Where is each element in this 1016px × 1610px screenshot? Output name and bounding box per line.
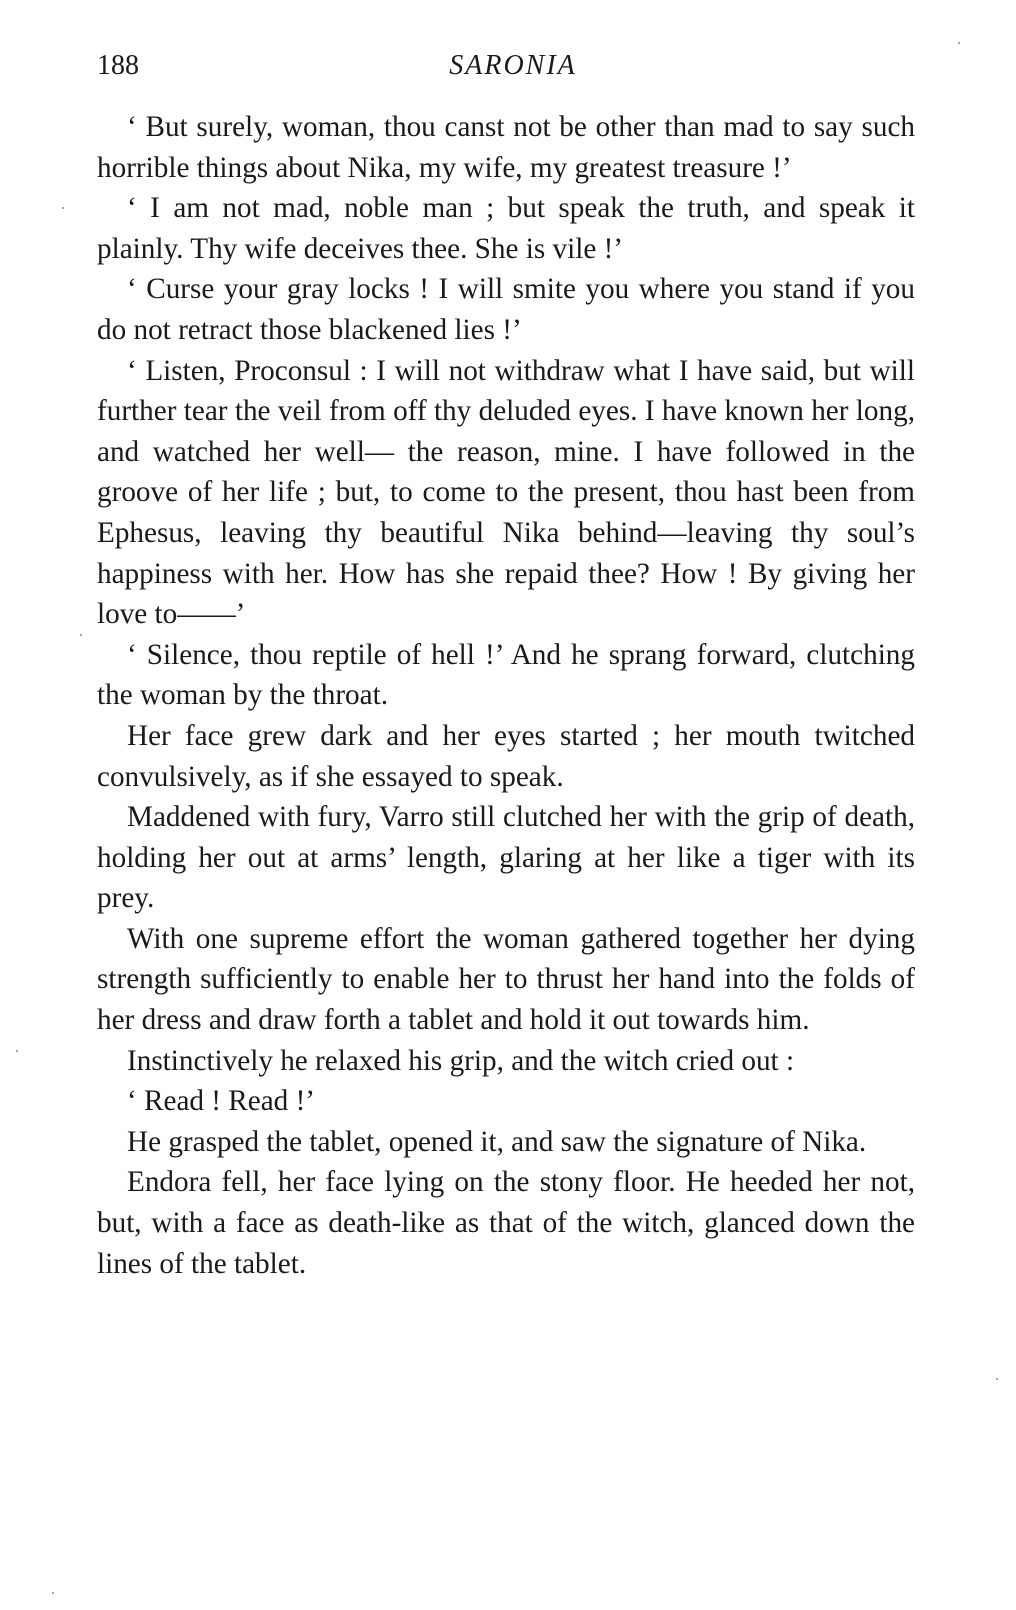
scan-speck [958, 42, 960, 44]
paragraph: ‘ Read ! Read !’ [127, 1085, 316, 1118]
body-text [97, 107, 915, 1284]
paragraph: ‘ Silence, thou reptile of hell !’ And he sprang forward, clutching the woman by the throat. [97, 638, 915, 712]
scan-speck [80, 634, 82, 636]
paragraph: Instinctively he relaxed his grip, and the witch cried out : [127, 1044, 795, 1077]
scan-speck [16, 1050, 18, 1052]
paragraph: ‘ I am not mad, noble man ; but speak the truth, and speak it plainly. Thy wife deceives thee. She is vile !’ [97, 192, 915, 265]
running-title: SARONIA [449, 50, 577, 81]
paragraph: ‘ Listen, Proconsul : I will not withdraw what I have said, but will further tear the veil from off thy deluded eyes. I have known her long, and watched her well— the reason, mine. I have followed in the groove of her life ; but, to come to the present, thou hast been from Ephesus, leaving thy beautiful Nika behind—leaving thy soul’s happiness with her. How has she repaid thee? How ! By giving her love to——’ [97, 354, 915, 631]
paragraph: Her face grew dark and her eyes started ; her mouth twitched convulsively, as if she essayed to speak. [97, 719, 915, 793]
paragraph: ‘ But surely, woman, thou canst not be other than mad to say such horrible things about Nika, my wife, my greatest treasure !’ [97, 111, 915, 184]
paragraph: ‘ Curse your gray locks ! I will smite you where you stand if you do not retract those blackened lies !’ [97, 273, 915, 346]
page-number: 188 [97, 50, 139, 81]
scan-speck [52, 1592, 54, 1594]
paragraph: He grasped the tablet, opened it, and saw the signature of Nika. [127, 1125, 867, 1158]
paragraph: With one supreme effort the woman gathered together her dying strength sufficiently to enable her to thrust her hand into the folds of her dress and draw forth a tablet and hold it out towards him. [97, 922, 915, 1037]
paragraph: Maddened with fury, Varro still clutched her with the grip of death, holding her out at arms’ length, glaring at her like a tiger with its prey. [97, 801, 915, 915]
scan-speck [996, 1378, 998, 1380]
scan-speck [62, 207, 64, 209]
running-head [97, 50, 917, 90]
paragraph: Endora fell, her face lying on the stony floor. He heeded her not, but, with a face as death-like as that of the witch, glanced down the lines of the tablet. [97, 1166, 915, 1280]
